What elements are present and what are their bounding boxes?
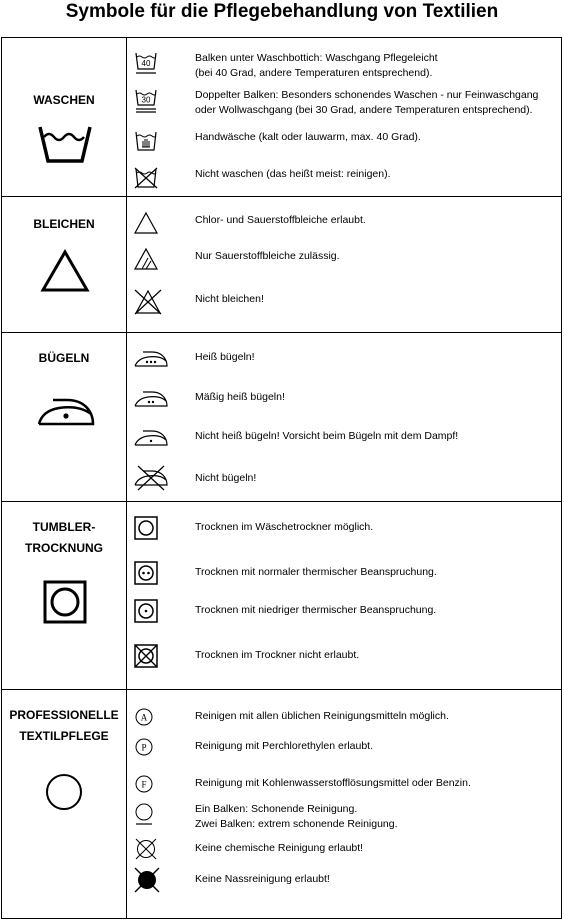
category-name: [2, 517, 126, 559]
item-description: Trocknen im Trockner nicht erlaubt.: [195, 649, 360, 661]
do-not-tumble-dry-icon: [134, 644, 164, 674]
tumble-dry-normal-icon: [134, 561, 164, 591]
item-description: Trocknen im Wäschetrockner möglich.: [195, 521, 374, 533]
item-description: Nur Sauerstoffbleiche zulässig.: [195, 250, 340, 262]
item-description: Nicht bleichen!: [195, 293, 264, 305]
items-cell: [127, 690, 562, 919]
category-name-line1: TUMBLER-: [32, 520, 96, 534]
iron-low-icon: [134, 428, 164, 458]
do-not-dry-clean-icon: [134, 837, 164, 867]
section-tumbler-trocknung: [2, 502, 562, 690]
category-cell: [2, 502, 127, 690]
category-name-line1: PROFESSIONELLE: [9, 708, 119, 722]
tumble-dry-low-icon: [134, 599, 164, 629]
page-title: Symbole für die Pflegebehandlung von Textilien: [65, 1, 499, 22]
section-buegeln: [2, 333, 562, 502]
dry-clean-p-icon: [134, 737, 164, 767]
category-cell: [2, 690, 127, 919]
category-name-line2: TROCKNUNG: [25, 541, 103, 555]
item-description: Doppelter Balken: Besonders schonendes Waschen - nur Feinwaschgang: [195, 89, 539, 101]
dry-clean-solvent-label: A: [140, 712, 148, 723]
gentle-cleaning-icon: [134, 802, 164, 832]
wash-30-two-bars-icon: [134, 88, 164, 118]
dry-clean-solvent-label: F: [141, 779, 147, 790]
dry-clean-circle-icon: [44, 772, 84, 812]
item-description-line2: oder Wollwaschgang (bei 30 Grad, andere Temperaturen entsprechend).: [195, 104, 533, 116]
item-description: Handwäsche (kalt oder lauwarm, max. 40 Grad).: [195, 131, 421, 143]
category-cell: [2, 333, 127, 502]
section-waschen: [2, 38, 562, 197]
dry-clean-f-icon: [134, 774, 164, 804]
do-not-bleach-icon: [134, 289, 164, 319]
item-description: Nicht bügeln!: [195, 472, 257, 484]
item-description-line2: (bei 40 Grad, andere Temperaturen entsprechend).: [195, 67, 433, 79]
item-description: Nicht heiß bügeln! Vorsicht beim Bügeln mit dem Dampf!: [195, 430, 459, 442]
item-description: Ein Balken: Schonende Reinigung.: [195, 803, 358, 815]
oxygen-bleach-only-icon: [134, 248, 164, 278]
item-description: Balken unter Waschbottich: Waschgang Pflegeleicht: [195, 52, 438, 64]
wash-temperature-label: 40: [141, 59, 151, 68]
wash-40-one-bar-icon: [134, 51, 164, 81]
item-description: Nicht waschen (das heißt meist: reinigen).: [195, 168, 391, 180]
do-not-iron-icon: [134, 465, 164, 495]
item-description: Chlor- und Sauerstoffbleiche erlaubt.: [195, 214, 366, 226]
category-name: BLEICHEN: [33, 217, 95, 231]
category-name: [2, 705, 126, 747]
hand-wash-icon: [134, 130, 164, 160]
item-description: Trocknen mit normaler thermischer Beanspruchung.: [195, 566, 437, 578]
bleach-allowed-icon: [134, 212, 164, 242]
category-name-line2: TEXTILPFLEGE: [19, 729, 109, 743]
dry-clean-a-icon: [134, 707, 164, 737]
category-name: BÜGELN: [38, 351, 90, 365]
item-description: Keine chemische Reinigung erlaubt!: [195, 842, 364, 854]
iron-icon: [37, 394, 95, 428]
iron-medium-icon: [134, 389, 164, 419]
item-description: Heiß bügeln!: [195, 351, 255, 363]
items-cell: [127, 197, 562, 333]
item-description: Keine Nassreinigung erlaubt!: [195, 873, 330, 885]
item-description: Reinigung mit Perchlorethylen erlaubt.: [195, 740, 374, 752]
category-cell: [2, 197, 127, 333]
do-not-wash-icon: [134, 167, 164, 197]
item-description: Reinigung mit Kohlenwasserstofflösungsmittel oder Benzin.: [195, 777, 471, 789]
item-description: Mäßig heiß bügeln!: [195, 391, 285, 403]
category-name: WASCHEN: [33, 93, 95, 107]
care-symbols-table: [1, 37, 562, 919]
bleach-triangle-icon: [40, 249, 90, 293]
tumble-dryer-icon: [43, 580, 87, 624]
items-cell: [127, 502, 562, 690]
items-cell: [127, 333, 562, 502]
item-description-line2: Zwei Balken: extrem schonende Reinigung.: [195, 818, 398, 830]
do-not-wet-clean-icon: [134, 867, 164, 897]
section-professionelle-textilpflege: [2, 690, 562, 919]
items-cell: [127, 38, 562, 197]
iron-hot-icon: [134, 349, 164, 379]
item-description: Reinigen mit allen üblichen Reinigungsmitteln möglich.: [195, 710, 449, 722]
tumble-dry-icon: [134, 516, 164, 546]
washtub-icon: [38, 123, 92, 163]
item-description: Trocknen mit niedriger thermischer Beanspruchung.: [195, 604, 437, 616]
wash-temperature-label: 30: [141, 95, 151, 105]
category-cell: [2, 38, 127, 197]
dry-clean-solvent-label: P: [141, 742, 147, 753]
section-bleichen: [2, 197, 562, 333]
